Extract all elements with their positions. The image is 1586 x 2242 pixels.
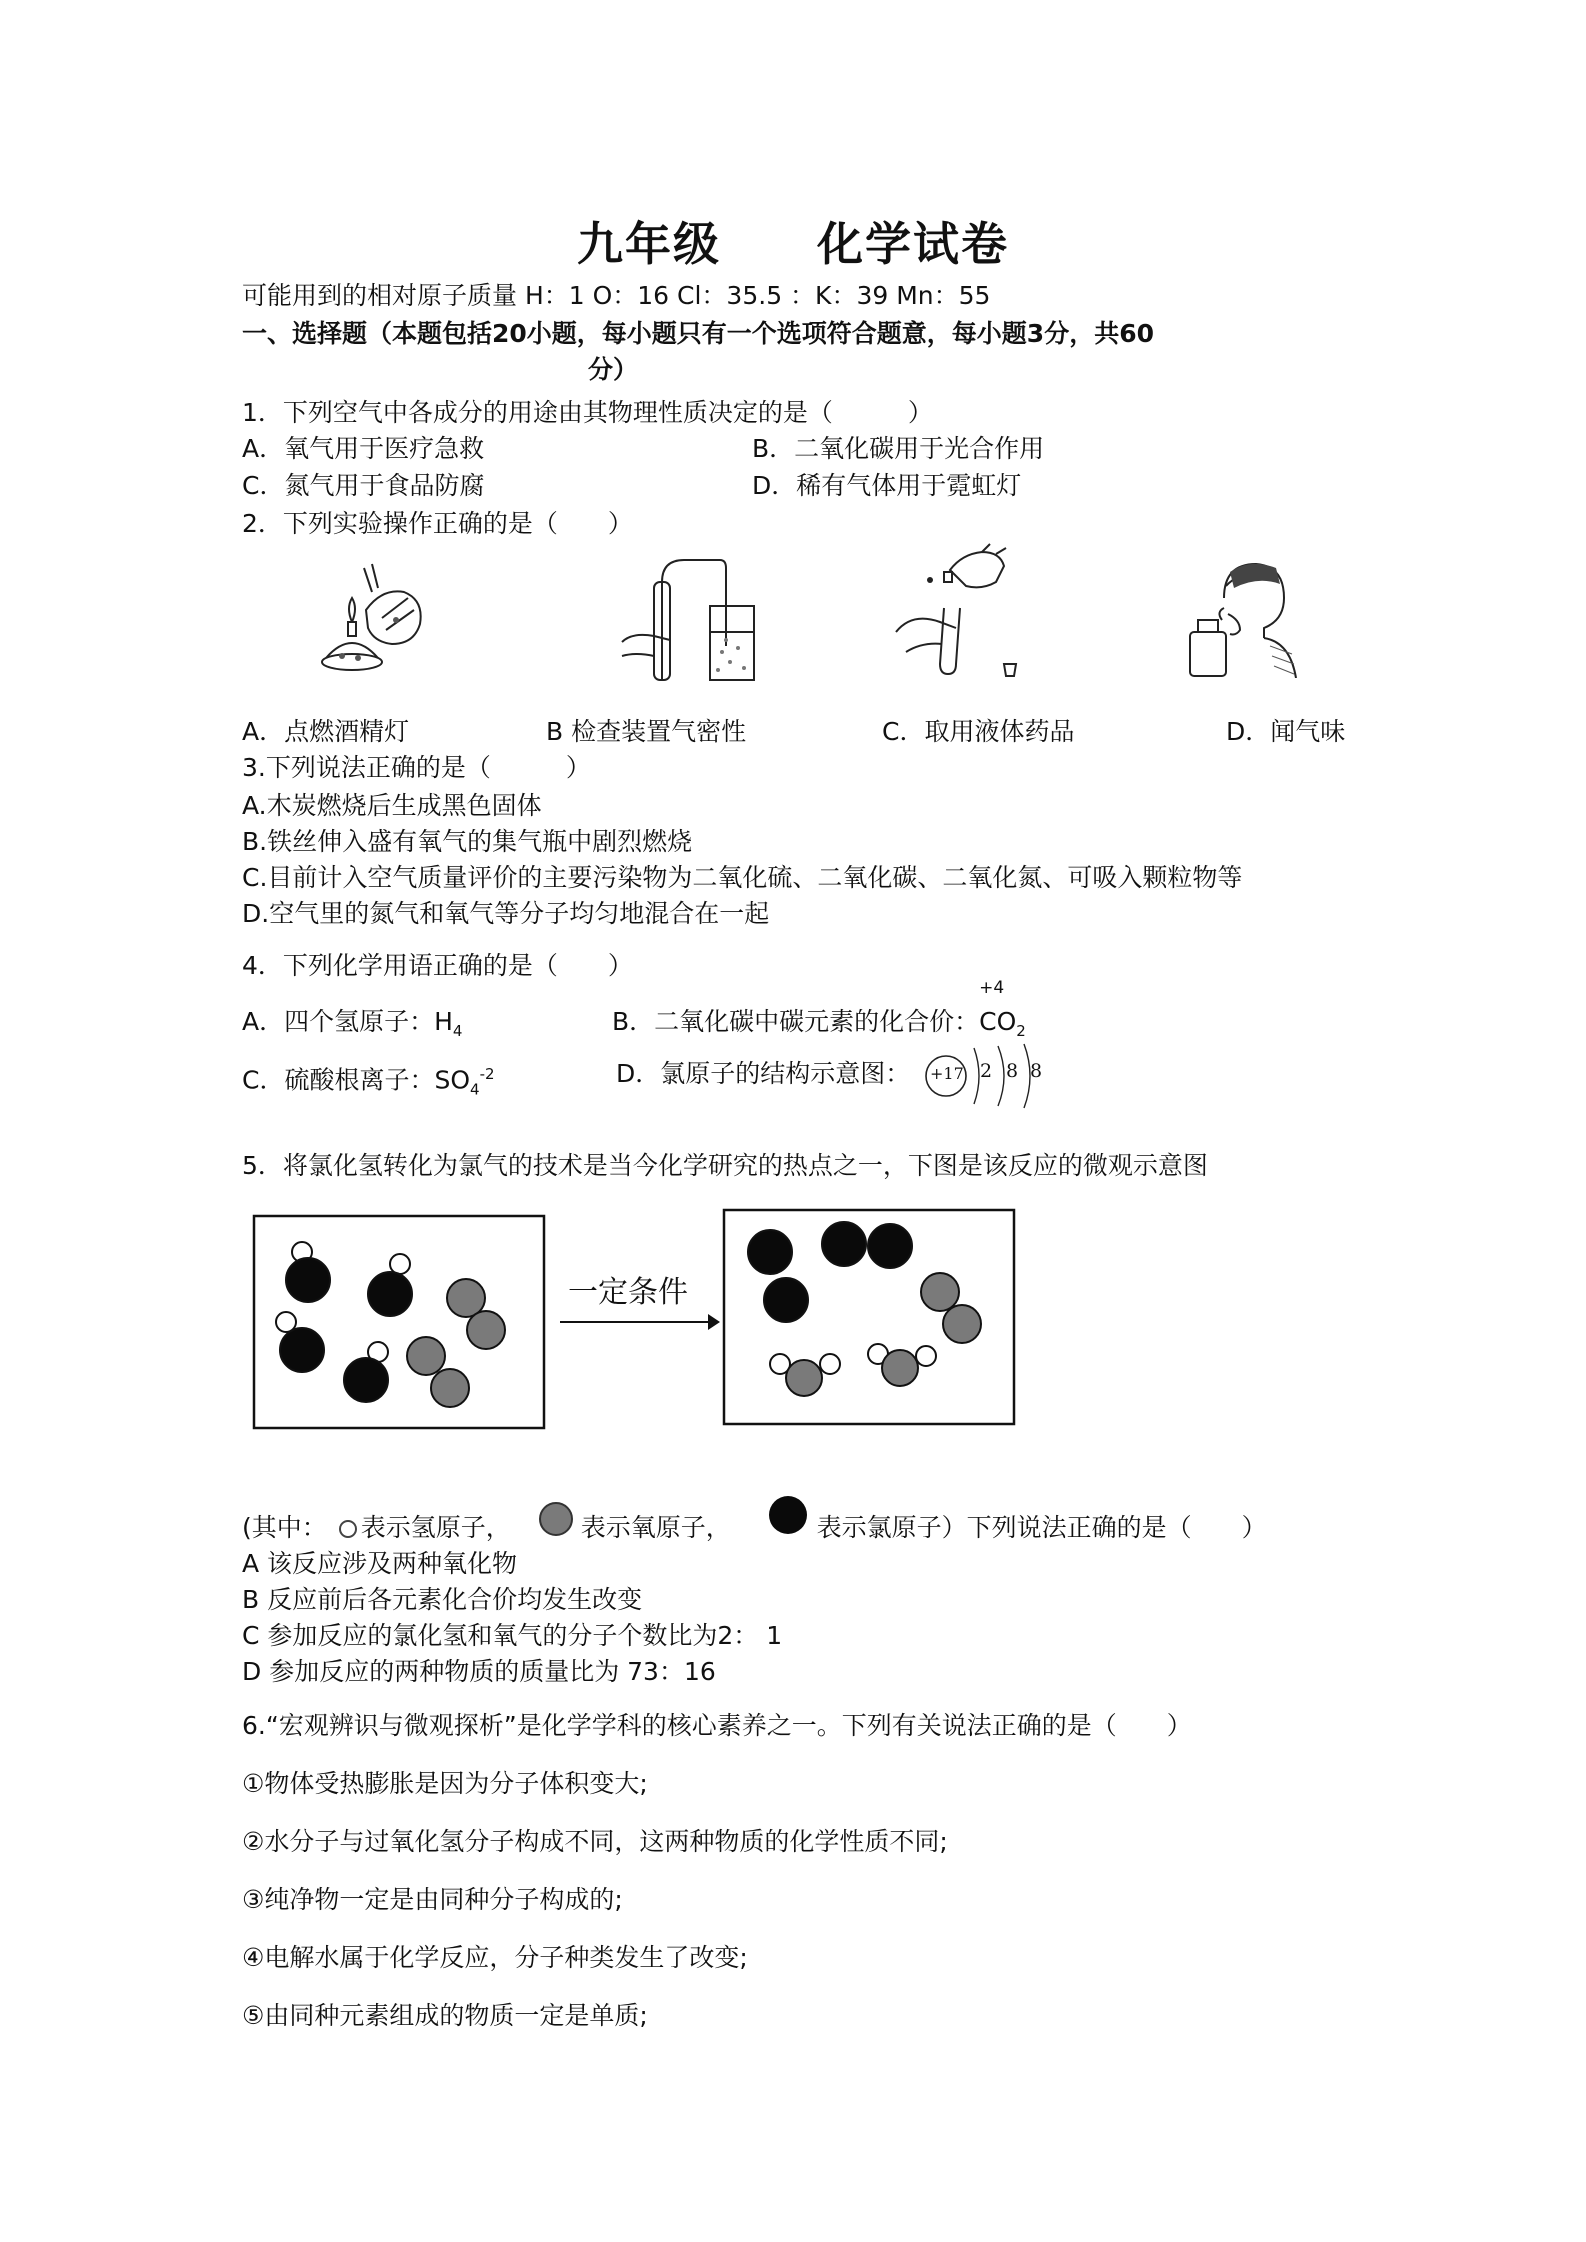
q4-option-b (612, 978, 1026, 1047)
legend-hydrogen: 表示氢原子， (360, 1513, 511, 1542)
q1-option-a: A．氧气用于医疗急救 (242, 434, 485, 463)
q3-option-b: B.铁丝伸入盛有氧气的集气瓶中剧烈燃烧 (242, 827, 693, 856)
reaction-micro-diagram (250, 1206, 1020, 1436)
q2-stem: 2．下列实验操作正确的是（ ） (242, 509, 633, 538)
q4-d-label: D．氯原子的结构示意图： (616, 1059, 911, 1088)
atomic-masses: 可能用到的相对原子质量 H：1 O：16 Cl：35.5 ：K：39 Mn：55 (242, 281, 991, 310)
legend-prefix: (其中： (242, 1513, 327, 1542)
q6-item-1: ①物体受热膨胀是因为分子体积变大; (242, 1769, 648, 1798)
q4-a-formula: H (434, 1007, 453, 1036)
q6-item-2: ②水分子与过氧化氢分子构成不同，这两种物质的化学性质不同; (242, 1827, 948, 1856)
q4-b-subscript: 2 (1016, 1022, 1026, 1040)
q5-option-a: A 该反应涉及两种氧化物 (242, 1549, 518, 1578)
q2-option-c: C．取用液体药品 (882, 717, 1075, 746)
hydrogen-atom-icon (339, 1520, 357, 1538)
q4-b-valence: +4 (979, 978, 1005, 998)
title-subject: 化学试卷 (817, 217, 1009, 271)
q4-b-formula: CO (979, 1007, 1017, 1036)
oxygen-atom-icon (539, 1502, 573, 1536)
q5-option-b: B 反应前后各元素化合价均发生改变 (242, 1585, 643, 1614)
q4-option-c (242, 1058, 495, 1105)
q1-option-d: D．稀有气体用于霓虹灯 (752, 471, 1022, 500)
section-heading: 一、选择题（本题包括20小题，每小题只有一个选项符合题意，每小题3分，共60 (242, 319, 1154, 348)
shell-3-electrons: 8 (1030, 1060, 1043, 1082)
q5-legend (242, 1510, 1267, 1548)
q6-item-5: ⑤由同种元素组成的物质一定是单质; (242, 2001, 648, 2030)
q6-item-3: ③纯净物一定是由同种分子构成的; (242, 1885, 623, 1914)
q5-stem: 5．将氯化氢转化为氯气的技术是当今化学研究的热点之一，下图是该反应的微观示意图 (242, 1151, 1208, 1180)
q1-stem: 1．下列空气中各成分的用途由其物理性质决定的是（ ） (242, 398, 933, 427)
q4-c-subscript: 4 (470, 1080, 480, 1099)
q4-a-subscript: 4 (452, 1022, 463, 1040)
q1-option-c: C．氮气用于食品防腐 (242, 471, 485, 500)
q3-option-c: C.目前计入空气质量评价的主要污染物为二氧化硫、二氧化碳、二氧化氮、可吸入颗粒物等 (242, 863, 1243, 892)
q4-option-d (616, 1058, 910, 1090)
q1-option-b: B．二氧化碳用于光合作用 (752, 434, 1045, 463)
q3-stem: 3.下列说法正确的是（ ） (242, 753, 591, 782)
liquid-reagent-illustration (892, 542, 1042, 682)
legend-chlorine: 表示氯原子）下列说法正确的是（ ） (816, 1513, 1267, 1542)
nucleus-charge: +17 (930, 1064, 964, 1083)
chlorine-structure-diagram (924, 1042, 1050, 1112)
chlorine-atom-icon (769, 1496, 807, 1534)
airtightness-check-illustration (618, 552, 758, 684)
shell-1-electrons: 2 (980, 1060, 993, 1082)
shell-2-electrons: 8 (1006, 1060, 1019, 1082)
q4-c-label: C．硫酸根离子： (242, 1065, 435, 1095)
reaction-condition-label: 一定条件 (568, 1275, 688, 1310)
q4-stem: 4．下列化学用语正确的是（ ） (242, 951, 633, 980)
q4-b-label: B．二氧化碳中碳元素的化合价： (612, 1007, 980, 1036)
q5-option-d: D 参加反应的两种物质的质量比为 73：16 (242, 1657, 716, 1686)
q5-option-c: C 参加反应的氯化氢和氧气的分子个数比为2： 1 (242, 1621, 783, 1650)
q2-option-b: B 检查装置气密性 (546, 717, 747, 746)
q3-option-d: D.空气里的氮气和氧气等分子均匀地混合在一起 (242, 899, 770, 928)
q4-a-label: A．四个氢原子： (242, 1007, 435, 1036)
q2-option-d: D．闻气味 (1226, 717, 1346, 746)
q3-option-a: A.木炭燃烧后生成黑色固体 (242, 791, 542, 820)
q6-stem: 6.“宏观辨识与微观探析”是化学学科的核心素养之一。下列有关说法正确的是（ ） (242, 1711, 1192, 1740)
smell-gas-illustration (1180, 550, 1300, 678)
q4-option-a (242, 1006, 462, 1047)
q6-item-4: ④电解水属于化学反应，分子种类发生了改变; (242, 1943, 748, 1972)
alcohol-lamp-illustration (312, 558, 442, 676)
title-grade: 九年级 (577, 217, 721, 271)
legend-oxygen: 表示氧原子， (580, 1513, 731, 1542)
q4-c-superscript: -2 (479, 1065, 495, 1083)
section-heading-cont: 分） (588, 355, 639, 384)
page-title (0, 208, 1586, 274)
q2-option-a: A．点燃酒精灯 (242, 717, 410, 746)
q4-c-formula: SO (434, 1065, 471, 1095)
